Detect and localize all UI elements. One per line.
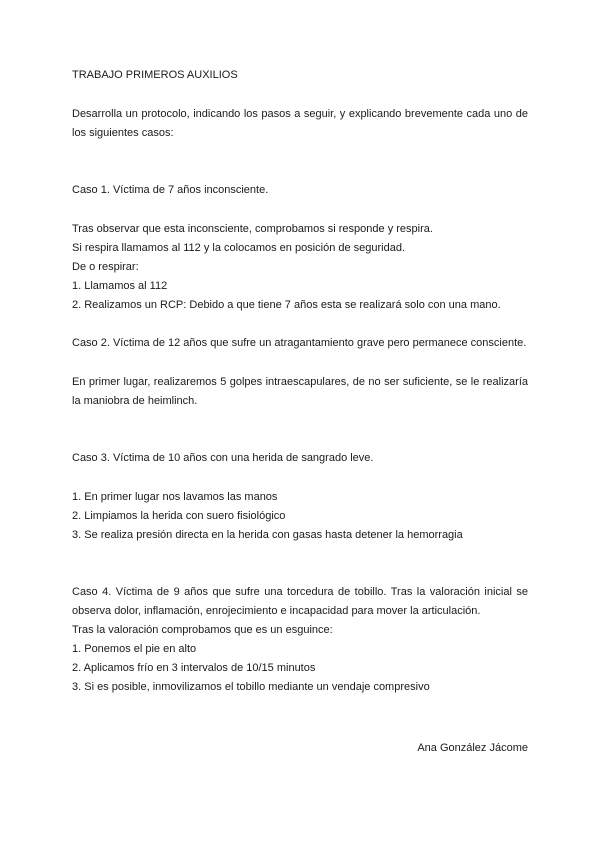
author-signature: Ana González Jácome: [417, 742, 528, 754]
case-3-step: 1. En primer lugar nos lavamos las manos: [72, 491, 278, 503]
case-2-heading: Caso 2. Víctima de 12 años que sufre un atragantamiento grave pero permanece consciente.: [72, 337, 527, 349]
case-1-step: 1. Llamamos al 112: [72, 280, 168, 292]
case-1-line: De o respirar:: [72, 261, 139, 273]
case-3-step: 2. Limpiamos la herida con suero fisiológico: [72, 510, 286, 522]
document-body: [72, 66, 528, 697]
case-4-step: 1. Ponemos el pie en alto: [72, 643, 197, 655]
case-4-step: 2. Aplicamos frío en 3 intervalos de 10/15 minutos: [72, 662, 316, 674]
case-4-heading: Caso 4. Víctima de 9 años que sufre una torcedura de tobillo. Tras la valoración inicial se observa dolor, inflamación, enrojecimiento e incapacidad para mover la articulación.: [72, 586, 528, 617]
case-2-paragraph: En primer lugar, realizaremos 5 golpes intraescapulares, de no ser suficiente, se le realizaría la maniobra de heimlinch.: [72, 376, 528, 407]
case-4-line: Tras la valoración comprobamos que es un esguince:: [72, 624, 333, 636]
case-3-heading: Caso 3. Víctima de 10 años con una herida de sangrado leve.: [72, 452, 374, 464]
case-3-step: 3. Se realiza presión directa en la herida con gasas hasta detener la hemorragia: [72, 529, 463, 541]
document-title: TRABAJO PRIMEROS AUXILIOS: [72, 69, 238, 81]
case-1-step: 2. Realizamos un RCP: Debido a que tiene 7 años esta se realizará solo con una mano.: [72, 299, 501, 311]
case-1-heading: Caso 1. Víctima de 7 años inconsciente.: [72, 184, 269, 196]
intro-paragraph: Desarrolla un protocolo, indicando los pasos a seguir, y explicando brevemente cada uno de los siguientes casos:: [72, 108, 528, 139]
case-4-step: 3. Si es posible, inmovilizamos el tobillo mediante un vendaje compresivo: [72, 681, 430, 693]
case-1-line: Tras observar que esta inconsciente, comprobamos si responde y respira.: [72, 223, 433, 235]
case-1-line: Si respira llamamos al 112 y la colocamos en posición de seguridad.: [72, 242, 406, 254]
